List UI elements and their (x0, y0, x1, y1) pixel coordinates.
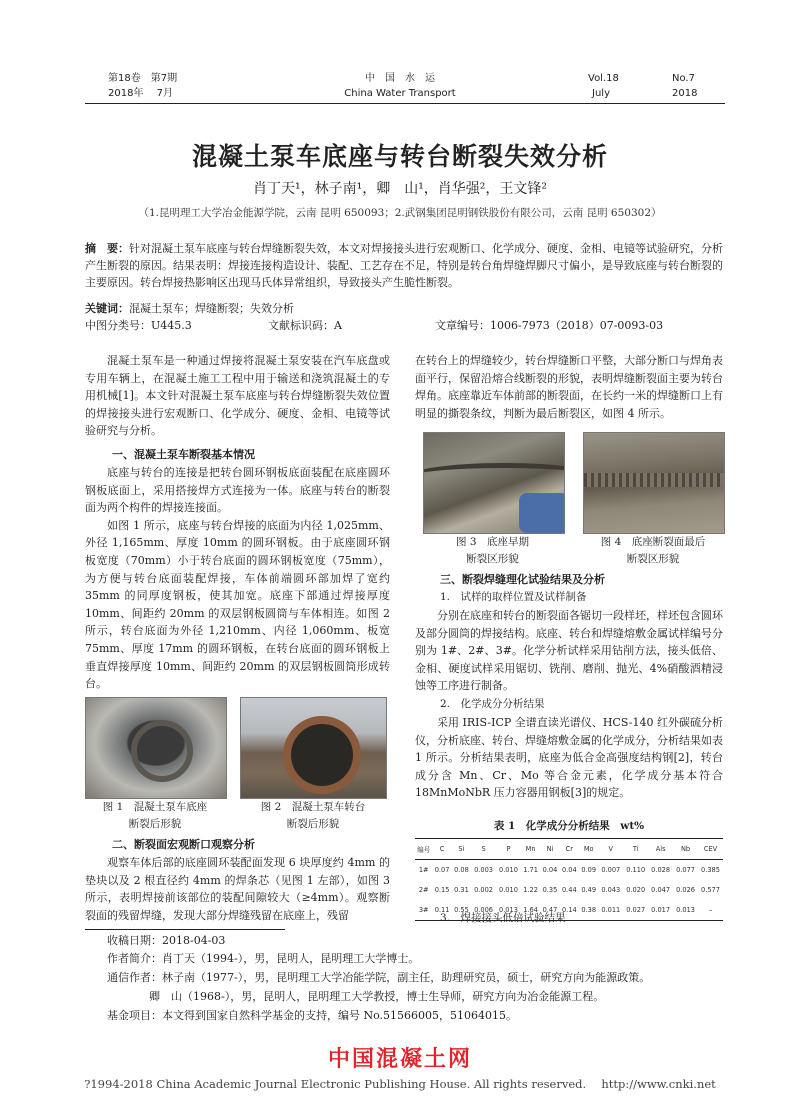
abstract-label: 摘 要： (85, 242, 129, 255)
table-cell: 0.31 (454, 886, 469, 894)
figure-3-caption-2: 断裂区形貌 (466, 553, 519, 565)
base-ring-shape (131, 720, 193, 782)
table-cell: 1.64 (523, 906, 538, 914)
header-year-cn: 2018年 7月 (108, 88, 173, 99)
table-cell: 0.15 (434, 886, 450, 894)
table-header-cell: S (481, 845, 486, 853)
figure-3-caption-1: 图 3 底座早期 (455, 536, 530, 548)
table-header-cell: Ti (632, 845, 639, 853)
figure-1-photo (85, 697, 227, 799)
table-cell: 0.04 (561, 866, 577, 874)
table-cell: 0.11 (434, 906, 450, 914)
figure-4-caption-1: 图 4 底座断裂面最后 (600, 536, 706, 548)
table-cell: 1.22 (523, 886, 538, 894)
paper-title: 混凝土泵车底座与转台断裂失效分析 (191, 142, 608, 171)
table-cell: 3# (418, 906, 429, 914)
clc-number: 中图分类号：U445.3 (85, 319, 192, 332)
right-column-top (415, 352, 723, 422)
weld-seam-shape (423, 463, 565, 494)
table-cell: 2# (418, 886, 429, 894)
intro-paragraph: 混凝土泵车是一种通过焊接将混凝土泵安装在汽车底盘或专用车辆上，在混凝土施工工程中用于输送和浇筑混凝土的专用机械[1]。本文针对混凝土泵车底座与转台焊缝断裂失效位置的焊接接头进行宏观断口、化学成分、硬度、金相、电镜等试验研究与分析。 (85, 354, 390, 438)
header-rule (85, 103, 725, 104)
table-cell: 0.043 (601, 886, 621, 894)
table-header-cell: Als (655, 845, 666, 853)
table-cell: 0.026 (676, 886, 695, 894)
copyright-line: ?1994-2018 China Academic Journal Electronic Publishing House. All rights reserved. http://www.cnki.net (84, 1077, 716, 1091)
turntable-ring-shape (283, 716, 361, 794)
right-column-sub1 (415, 607, 723, 695)
sec1-paragraph-2: 如图 1 所示，底座与转台焊接的底面为内径 1,025mm、外径 1,165mm、厚度 10mm 的圆环钢板。由于底座圆环钢板宽度（70mm）小于转台底面的圆环钢板宽度（75mm），为方便与转台底面装配焊接，车体前端圆环部加焊了宽约 35mm 的同厚度钢板，使其加宽。底座下部通过焊接厚度 10mm、间距约 20mm 的双层钢板圆筒与车体相连。如图 2 所示，转台底面为外径 1,210mm、内径 1,060mm、板宽 75mm、厚度 17mm 的圆环钢板，在转台底面的圆环钢板上垂直焊接厚度 10mm、间距约 20mm 的双层钢板圆筒形成转台。 (85, 518, 390, 691)
right-column-sub2 (415, 714, 723, 802)
figure-4-photo (583, 432, 725, 534)
footnote-fund: 基金项目：本文得到国家自然科学基金的支持，编号 No.51566005，51064015。 (107, 1009, 518, 1022)
table-header-cell: CEV (703, 845, 718, 853)
table-header-cell: Mn (525, 845, 536, 853)
continued-paragraph: 在转台上的焊缝较少，转台焊缝断口平整，大部分断口与焊角表面平行，保留沿熔合线断裂的形貌，表明焊缝断裂面主要为转台焊角。底座靠近车体前部的断裂面，在长约一米的焊缝断口上有明显的撕裂条纹，判断为最后断裂区，如图 4 所示。 (415, 354, 723, 420)
table-cell: 0.006 (474, 906, 493, 914)
footnote-author-3: 卿 山（1968-），男，昆明人，昆明理工大学教授，博士生导师，研究方向为冶金能源工程。 (149, 990, 605, 1003)
table-cell: 1# (418, 866, 429, 874)
table-cell: 0.013 (499, 906, 518, 914)
header-volume-en: Vol.18 (588, 73, 619, 84)
sub2-paragraph: 采用 IRIS-ICP 全谱直读光谱仪、HCS-140 红外碳硫分析仪，分析底座、转台、焊缝熔敷金属的化学成分，分析结果如表 1 所示。分析结果表明，底座为低合金高强度结构钢[2]，转台成分含 Mn、Cr、Mo 等合金元素，化学成分基本符合 18MnMoNbR 压力容器用钢板[3]的规定。 (415, 716, 723, 800)
table-cell: 1.71 (523, 866, 538, 874)
glove-shape (519, 493, 565, 533)
table-cell: 0.047 (651, 886, 671, 894)
table-cell: 0.010 (499, 886, 518, 894)
table-cell: 0.09 (581, 866, 597, 874)
table-cell: 0.55 (454, 906, 469, 914)
table-header-cell: Ni (546, 845, 554, 853)
sec1-paragraph-1: 底座与转台的连接是把转台圆环钢板底面装配在底座圆环钢板底面上，采用搭接焊方式连接为一体。底座与转台的断裂面为两个构件的焊接连接面。 (85, 466, 390, 515)
table-cell: 0.38 (581, 906, 597, 914)
table-cell: 0.020 (626, 886, 646, 894)
table-cell: 0.49 (581, 886, 597, 894)
figure-1-caption-2: 断裂后形貌 (128, 818, 182, 830)
subsection-1-heading: 1. 试样的取样位置及试样制备 (440, 591, 587, 603)
figure-3-photo (423, 432, 565, 534)
left-column-sec1 (85, 464, 390, 693)
table-cell: 0.08 (454, 866, 469, 874)
left-column-top (85, 352, 390, 440)
keywords-text: 混凝土泵车；焊缝断裂；失效分析 (129, 302, 294, 315)
table-header-cell: V (608, 845, 614, 853)
table-cell: 0.04 (542, 866, 558, 874)
table-cell: 0.07 (434, 866, 450, 874)
table-header-cell: Si (458, 845, 465, 853)
sec2-paragraph-1: 观察车体后部的底座圆环装配面发现 6 块厚度约 4mm 的垫块以及 2 根直径约 4mm 的焊条芯（见图 1 左部），如图 3 所示，表明焊接前该部位的装配间隙较大（≥4mm）。观察断裂面的残留焊缝，发现大部分焊缝残留在底座上，残留 (85, 856, 390, 922)
figure-2-caption-1: 图 2 混凝土泵车转台 (260, 801, 366, 813)
header-volume-cn: 第18卷 第7期 (108, 73, 178, 84)
table-cell: 0.002 (474, 886, 493, 894)
table-header-cell: Mo (583, 845, 594, 853)
footnote-author: 作者简介：肖丁天（1994-），男，昆明人，昆明理工大学博士。 (107, 952, 420, 965)
table-header-row (415, 839, 723, 860)
table-cell: 0.47 (542, 906, 558, 914)
article-number: 文章编号：1006-7973（2018）07-0093-03 (435, 319, 664, 332)
table-header-cell: 编号 (417, 846, 431, 854)
document-code: 文献标识码：A (268, 319, 342, 332)
keywords-label: 关键词： (85, 302, 129, 315)
sub1-paragraph: 分别在底座和转台的断裂面各锯切一段样坯，样坯包含圆环及部分圆筒的焊接结构。底座、转台和焊缝熔敷金属试样编号分别为 1#、2#、3#。化学分析试样采用钻削方法，接头低倍、金相、硬度试样采用锯切、铣削、磨削、抛光、4%硝酸酒精浸蚀等工序进行制备。 (415, 609, 723, 693)
figure-2-caption-2: 断裂后形貌 (286, 818, 340, 830)
table-cell: 0.017 (651, 906, 671, 914)
footnote-rule (85, 929, 285, 930)
subsection-2-heading: 2. 化学成分分析结果 (440, 698, 545, 710)
table-row (415, 880, 723, 900)
keywords (85, 301, 294, 316)
table-cell: – (708, 906, 713, 914)
table-header-cell: P (506, 845, 511, 853)
section-1-heading: 一、混凝土泵车断裂基本情况 (112, 448, 255, 461)
table-cell: 0.027 (626, 906, 646, 914)
footnote-corresponding: 通信作者：林子南（1977-），男，昆明理工大学冶能学院，副主任，助理研究员，硕士，研究方向为能源政策。 (107, 971, 651, 984)
tear-stripes-shape (584, 473, 724, 487)
table-header-cell: C (439, 845, 445, 853)
affiliations: （1.昆明理工大学冶金能源学院，云南 昆明 650093；2.武钢集团昆明钢铁股份有限公司，云南 昆明 650302） (138, 207, 662, 219)
table-cell: 0.028 (651, 866, 671, 874)
table-cell: 0.011 (601, 906, 621, 914)
figure-2-photo (240, 697, 387, 799)
header-journal-cn: 中 国 水 运 (365, 73, 435, 84)
table-cell: 0.35 (542, 886, 558, 894)
left-column-sec2 (85, 854, 390, 924)
header-month-en: July (592, 88, 610, 99)
table-cell: 0.077 (676, 866, 695, 874)
section-2-heading: 二、断裂面宏观断口观察分析 (112, 838, 255, 851)
table-cell: 0.110 (626, 866, 646, 874)
chemical-composition-table (415, 838, 723, 921)
abstract-text: 针对混凝土泵车底座与转台焊缝断裂失效，本文对焊接接头进行宏观断口、化学成分、硬度、金相、电镜等试验研究，分析产生断裂的原因。结果表明：焊接连接构造设计、装配、工艺存在不足，特别是转台角焊缝焊脚尺寸偏小，是导致底座与转台断裂的主要原因。转台焊接热影响区出现马氏体异常组织，导致接头产生脆性断裂。 (85, 242, 723, 289)
header-no-en: No.7 (672, 73, 695, 84)
table-row (415, 860, 723, 881)
author-list: 肖丁天¹，林子南¹，卿 山¹，肖华强²，王文锋² (252, 181, 548, 197)
header-year-en: 2018 (672, 88, 698, 99)
figure-1-caption-1: 图 1 混凝土泵车底座 (102, 801, 208, 813)
table-cell: 0.385 (701, 866, 720, 874)
watermark-logo: 中国混凝土网 (327, 1047, 472, 1072)
table-1-title: 表 1 化学成分分析结果 wt% (493, 820, 645, 832)
table-cell: 0.577 (701, 886, 720, 894)
table-cell: 0.14 (561, 906, 577, 914)
table-cell: 0.010 (499, 866, 518, 874)
section-3-heading: 三、断裂焊缝理化试验结果及分析 (440, 573, 605, 586)
table-header-cell: Nb (680, 845, 691, 853)
table-cell: 0.013 (676, 906, 695, 914)
subsection-3-heading: 3. 焊接接头低倍试验结果 (440, 912, 566, 924)
table-header-cell: Cr (565, 845, 573, 853)
footnote-received: 收稿日期：2018-04-03 (107, 934, 226, 947)
table-cell: 0.44 (561, 886, 577, 894)
abstract (85, 240, 723, 291)
table-cell: 0.007 (601, 866, 621, 874)
table-cell: 0.003 (474, 866, 493, 874)
header-journal-en: China Water Transport (344, 88, 456, 99)
figure-4-caption-2: 断裂区形貌 (626, 553, 680, 565)
